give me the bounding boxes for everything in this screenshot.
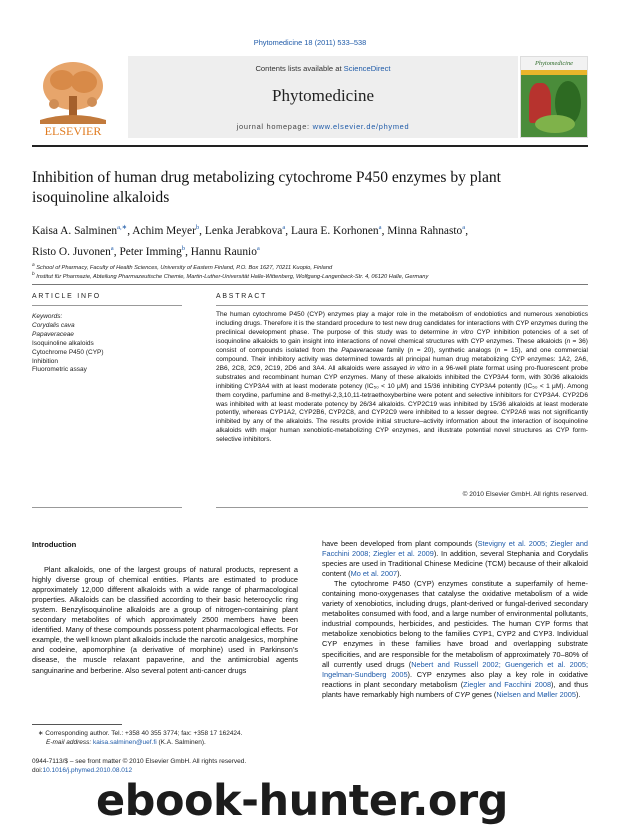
author: Hannu Raunio$^a$ <box>190 244 260 258</box>
footnote-rule <box>32 724 122 725</box>
corresponding-author-footnote: ∗ Corresponding author. Tel.: +358 40 355 3774; fax: +358 17 162424. E-mail address: kaisa.salminen@uef.fi (K.A. Salminen). <box>38 730 243 746</box>
keyword: Fluorometric assay <box>32 366 87 374</box>
article-title: Inhibition of human drug metabolizing cytochrome P450 enzymes by plant isoquinoline alkaloids <box>32 169 502 206</box>
article-info-bottom-rule <box>32 507 182 508</box>
elsevier-tree-icon <box>32 56 114 138</box>
keywords-block <box>32 313 182 375</box>
homepage-prefix: journal homepage: <box>236 122 313 131</box>
abstract-text: The human cytochrome P450 (CYP) enzymes play a major role in the metabolism of endobiotics and numerous xenobiotics including drugs. Therefore it is the standard procedure to test new drug candidates for interactions with CYP enzymes during the preclinical development phase. The purpose of this study was to determine in vitro CYP inhibition potencies of a set of isoquinoline alkaloids to gain insight into interactions of novel chemical structures with CYP enzymes. These alkaloids (n = 36) consist of compounds isolated from the Papaveraceae family (n = 20), synthetic analogs (n = 15), and one commercial compound. Their inhibitory activity was determined towards all principal human drug metabolizing CYP enzymes: 1A2, 2A6, 2B6, 2C8, 2C9, 2C19, 2D6 and 3A4. All alkaloids were assayed in vitro in a 96-well plate format using pro-fluorescent probe substrates and recombinant human CYP enzymes. Many of these alkaloids inhibited the CYP3A4 form, with 30/36 alkaloids inhibiting CYP3A4 with at least moderate potency (IC₅₀ < 10 μM) and 15/36 inhibiting CYP3A4 potently (IC₅₀ < 1 μM). Among them corydine, parfumine and 8-methyl-2,3,10,11-tetraethoxyberbine were potent and selective inhibitors for CYP3A4. CYP2D6 was inhibited with at least moderate potency by 26/34 alkaloids. CYP2C19 was inhibited by 15/36 alkaloids at least moderate potently, whereas CYP1A2, CYP2B6, CYP2C8, and CYP2C9 were inhibited to a lesser degree. CYP2A6 was not significantly inhibited by any of the alkaloids. The results provide initial structure–activity information about the interaction of isoquinoline alkaloids with major human xenobiotic-metabolizing CYP enzymes, and illustrate potential novel structures as CYP form-selective inhibitors. <box>216 311 589 444</box>
citation-link[interactable]: Nebert and Russell 2002; Guengerich et al. 2005; Ingelman-Sundberg 2005 <box>322 659 588 679</box>
affiliation-rule <box>32 284 588 285</box>
keywords-label: Keywords: <box>32 313 63 320</box>
keyword: Cytochrome P450 (CYP) <box>32 348 104 356</box>
homepage-url[interactable]: www.elsevier.de/phymed <box>312 122 410 131</box>
copyright-notice: © 2010 Elsevier GmbH. All rights reserved. <box>462 491 588 498</box>
author-list: Kaisa A. Salminen$^{a,∗}$, Achim Meyer$^b$, Lenka Jerabkova$^a$, Laura E. Korhonen$^a$, Minna Rahnasto$^a$, Risto O. Juvonen$^a$, Peter Imming$^b$, Hannu Raunio$^a$ <box>32 224 469 258</box>
citation-link[interactable]: Nielsen and Møller 2005 <box>496 689 576 699</box>
article-info-heading: ARTICLE INFO <box>32 293 101 300</box>
affiliation-a: $^a$ School of Pharmacy, Faculty of Health Sciences, University of Eastern Finland, P.O. Box 1627, 70211 Kuopio, Finland <box>32 263 333 271</box>
contents-prefix: Contents lists available at <box>255 64 344 73</box>
author: Achim Meyer$^b$ <box>132 224 200 237</box>
journal-reference[interactable]: Phytomedicine 18 (2011) 533–538 <box>253 38 367 47</box>
keyword: Papaveraceae <box>32 330 74 338</box>
author: Lenka Jerabkova$^a$ <box>204 224 286 237</box>
keyword: Isoquinoline alkaloids <box>32 339 94 347</box>
sciencedirect-link[interactable]: ScienceDirect <box>343 64 391 73</box>
elsevier-logo <box>32 56 114 138</box>
abstract-rule <box>216 305 588 306</box>
contents-line <box>128 64 518 73</box>
citation-link[interactable]: Ziegler and Facchini 2008 <box>463 679 552 689</box>
left-column <box>32 540 298 676</box>
masthead-rule <box>32 145 588 147</box>
issn-line: 0944-7113/$ – see front matter © 2010 Elsevier GmbH. All rights reserved. <box>32 758 247 765</box>
cover-title: Phytomedicine <box>521 57 587 70</box>
author: Risto O. Juvonen$^a$ <box>32 244 114 258</box>
masthead-center <box>128 56 518 138</box>
watermark-text: ebook-hunter.org <box>96 776 508 826</box>
doi-link[interactable]: 10.1016/j.phymed.2010.08.012 <box>42 766 133 774</box>
citation-link[interactable]: Stevigny et al. 2005; Ziegler and Facchini 2008; Ziegler et al. 2009 <box>322 539 589 559</box>
introduction-heading: Introduction <box>32 540 77 549</box>
journal-masthead <box>32 56 588 138</box>
right-column <box>322 539 588 700</box>
intro-paragraph-2: The cytochrome P450 (CYP) enzymes constitute a superfamily of heme-containing mono-oxygenases that catalyse the oxidative metabolism of a wide variety of xenobiotics, including drugs, plant-derived or fungal-derived secondary metabolites consumed with food, and a large number of environmental pollutants, industrial compounds, herbicides, and pesticides. The human CYP forms that metabolize xenobiotics belong to the families CYP1, CYP2 and CYP3. Individual CYP enzymes in these families have broad and overlapping substrate specificities, and are responsible for the metabolism of approximately 70–80% of all currently used drugs (Nebert and Russell 2002; Guengerich et al. 2005; Ingelman-Sundberg 2005). CYP enzymes also play a key role in oxidative reactions in plant secondary metabolism (Ziegler and Facchini 2008), and thus plants have remarkably high numbers of CYP genes (Nielsen and Møller 2005). <box>322 579 589 699</box>
abstract-heading: ABSTRACT <box>216 293 268 300</box>
author: Peter Imming$^b$ <box>119 244 186 258</box>
publisher-logo-text: ELSEVIER <box>44 124 102 138</box>
citation-link[interactable]: Mo et al. 2007 <box>350 569 398 579</box>
keyword: Inhibition <box>32 357 59 365</box>
abstract-bottom-rule <box>216 507 588 508</box>
affiliation-b: $^b$ Institut für Pharmazie, Abteilung Pharmazeutische Chemie, Martin-Luther-Universität Halle-Wittenberg, Wolfgang-Langenbeck-Str. 4, 06120 Halle, Germany <box>32 272 429 280</box>
article-info-rule <box>32 305 182 306</box>
journal-homepage <box>128 122 518 131</box>
doi-line: doi:10.1016/j.phymed.2010.08.012 <box>32 766 133 774</box>
intro-paragraph-continued: have been developed from plant compounds (Stevigny et al. 2005; Ziegler and Facchini 2008; Ziegler et al. 2009). In addition, several Stephania and Corydalis species are used in Traditional Chinese Medicine (TCM) because of their alkaloid content (Mo et al. 2007). <box>322 539 589 579</box>
author: Laura E. Korhonen$^a$ <box>291 224 382 237</box>
keyword: Corydalis cava <box>32 321 75 329</box>
cover-band <box>521 70 587 75</box>
intro-paragraph-1: Plant alkaloids, one of the largest groups of natural products, represent a highly diverse group of chemical entities. Plants are estimated to produce approximately 12,000 different alkaloids with a wide range of pharmacological properties. Alkaloids can be classified according to their basic heterocyclic ring system. Benzylisoquinoline alkaloids are a group of nitrogen-containing plant secondary metabolites of which approximately 2500 members have been identified. Many of these compounds possess potent pharmacological effects. For example, the well known plant alkaloids include the narcotic analgesics, morphine and codeine, apomorphine (a derivative of morphine) used in Parkinson’s disease, the muscle relaxant papaverine, and the antimicrobial agents sanguinarine and berberine. Also several potent anti-cancer drugs <box>32 565 298 675</box>
journal-cover-image <box>520 56 588 138</box>
journal-title: Phytomedicine <box>272 86 374 105</box>
email-link[interactable]: kaisa.salminen@uef.fi <box>92 739 157 746</box>
bottom-info <box>32 758 298 776</box>
author: Minna Rahnasto$^a$ <box>387 224 466 237</box>
cover-plant-light <box>535 115 575 133</box>
author: Kaisa A. Salminen$^{a,∗}$ <box>32 224 128 237</box>
